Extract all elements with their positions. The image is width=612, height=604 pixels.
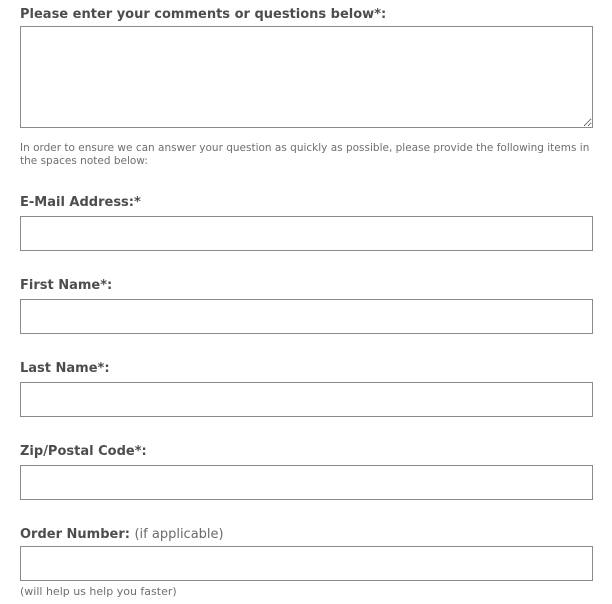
comments-label: Please enter your comments or questions below*:: [20, 7, 387, 22]
order-number-help: (will help us help you faster): [20, 585, 177, 598]
order-number-optional-note: (if applicable): [134, 527, 224, 542]
order-number-field[interactable]: [20, 546, 593, 581]
email-field[interactable]: [20, 216, 593, 251]
zip-field[interactable]: [20, 465, 593, 500]
order-number-label: [20, 527, 224, 542]
first-name-label: First Name*:: [20, 278, 113, 293]
email-label: E-Mail Address:*: [20, 195, 141, 210]
comments-textarea[interactable]: [20, 26, 593, 128]
first-name-field[interactable]: [20, 299, 593, 334]
instructions-text: In order to ensure we can answer your question as quickly as possible, please provide the following items in the spaces noted below:: [20, 142, 590, 167]
order-number-label-text: Order Number:: [20, 527, 130, 542]
last-name-label: Last Name*:: [20, 361, 110, 376]
zip-label: Zip/Postal Code*:: [20, 444, 147, 459]
last-name-field[interactable]: [20, 382, 593, 417]
